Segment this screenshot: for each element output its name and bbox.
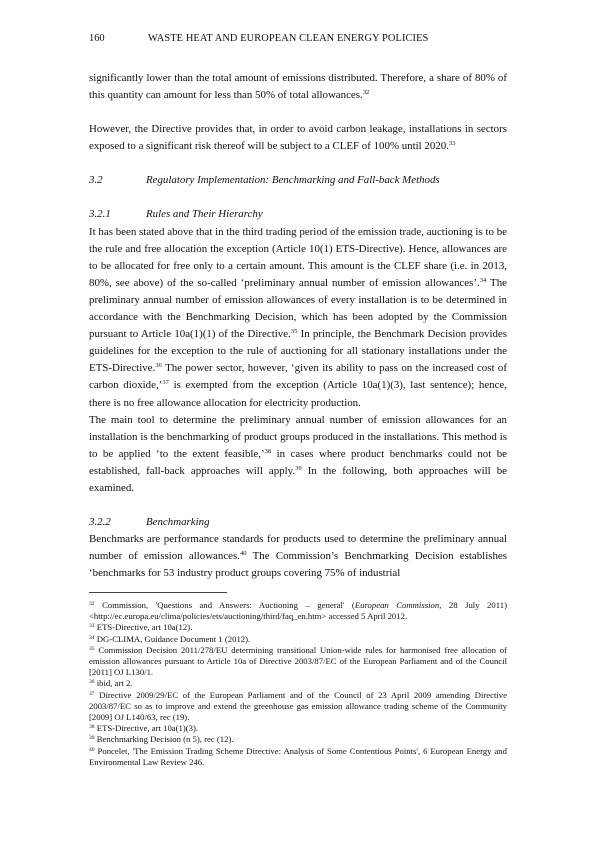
footnote-ref[interactable]: 39 [295,464,302,472]
footnote-divider [89,592,227,593]
main-text [89,70,507,582]
section-number: 3.2 [89,174,103,187]
footnote-ref[interactable]: 33 [448,140,456,148]
section-heading-3-2-1 [89,206,507,223]
footnotes [89,592,507,768]
footnote: $^{35}$ Commission Decision 2011/278/EU determining transitional Union-wide rules for harmonised free allocation of emission allowances pursuant to Article 10a of Directive 2003/87/EC of the European Parliament and of the Council [2011] OJ L130/1. [89,644,507,678]
footnote: $^{36}$ ibid, art 2. [89,678,133,689]
running-header [89,33,507,47]
footnote-ref[interactable]: 35 [290,328,298,336]
footnote-ref[interactable]: 32 [362,89,370,97]
footnote-ref[interactable]: 36 [155,362,162,370]
footnote: $^{34}$ DG-CLIMA, Guidance Document 1 (2012). [89,633,251,644]
paragraph: However, the Directive provides that, in order to avoid carbon leakage, installations in sectors exposed to a significant risk thereof will be subject to a CLEF of 100% until 2020.33 [89,123,507,153]
running-title: WASTE HEAT AND EUROPEAN CLEAN ENERGY POLICIES [148,33,429,44]
section-heading-3-2 [89,172,507,189]
footnote-ref[interactable]: 38 [264,447,272,455]
section-title: Regulatory Implementation: Benchmarking and Fall-back Methods [146,174,440,187]
footnote: $^{40}$ Poncelet, 'The Emission Trading Scheme Directive: Analysis of Some Contentious Points', 6 European Energy and Environmental Law Review 246. [89,745,507,767]
footnote: $^{33}$ ETS-Directive, art 10a(12). [89,622,193,633]
paragraph: It has been stated above that in the third trading period of the emission trade, auctioning is to be the rule and free allocation the exception (Article 10(1) ETS-Directive). Hence, allowances are to be allocated for free only to a certain amount. This amount is the CLEF share (i.e. in 2013, 80%, see above) of the so-called ‘preliminary annual number of emission allowances’.$^{34}$ The preliminary annual number of emission allowances of every installation is to be determined in accordance with the Benchmarking Decision, which has been adopted by the Commission pursuant to Article 10a(1)(1) of the Directive.$^{35}$ In principle, the Benchmark Decision provides guidelines for the exception to the rule of auctioning for all stationary installations under the ETS-Directive.$^{36}$ The power sector, however, ‘given its ability to pass on the increased cost of carbon dioxide,’$^{37}$ is exempted from the exception (Article 10a(1)(3), last sentence); hence, there is no free allowance allocation for electricity production. [89,225,507,409]
section-number: 3.2.1 [89,208,111,221]
section-number: 3.2.2 [89,516,111,529]
footnote: $^{39}$ Benchmarking Decision (n 5), rec (12). [89,734,234,745]
paragraph: Benchmarks are performance standards for products used to determine the preliminary annual number of emission allowances.$^{40}$ The Commission’s Benchmarking Decision establishes ‘benchmarks for 53 industry product groups covering 75% of industrial [89,533,507,580]
footnote-ref[interactable]: 37 [162,379,169,387]
footnote-ref[interactable]: 40 [239,550,247,558]
paragraph: significantly lower than the total amount of emissions distributed. Therefore, a share of 80% of this quantity can amount for less than 50% of total allowances.$^{32}$ [89,72,507,102]
section-heading-3-2-2 [89,514,507,531]
footnote: $^{32}$ Commission, 'Questions and Answers: Auctioning – general' (European Commission, 28 July 2011) <http://ec.europa.eu/clima/policies/ets/auctioning/third/faq_en.htm> accessed 5 April 2012. [89,600,507,622]
section-title: Benchmarking [146,516,210,529]
footnote-ref[interactable]: 34 [479,276,487,284]
footnote: $^{37}$ Directive 2009/29/EC of the European Parliament and of the Council of 23 April 2009 amending Directive 2003/87/EC so as to improve and extend the greenhouse gas emission allowance trading scheme of the Community [2009] OJ L140/63, rec (19). [89,689,507,723]
paragraph: The main tool to determine the preliminary annual number of emission allowances for an installation is the benchmarking of product groups produced in the installations. This method is to be applied ‘to the extent feasible,’$^{38}$ in cases where product benchmarks could not be established, fall-back approaches will apply.$^{39}$ In the following, both approaches will be examined. [89,413,507,494]
footnote: $^{38}$ ETS-Directive, art 10a(1)(3). [89,723,199,734]
page-number: 160 [89,33,105,44]
section-title: Rules and Their Hierarchy [146,208,263,221]
